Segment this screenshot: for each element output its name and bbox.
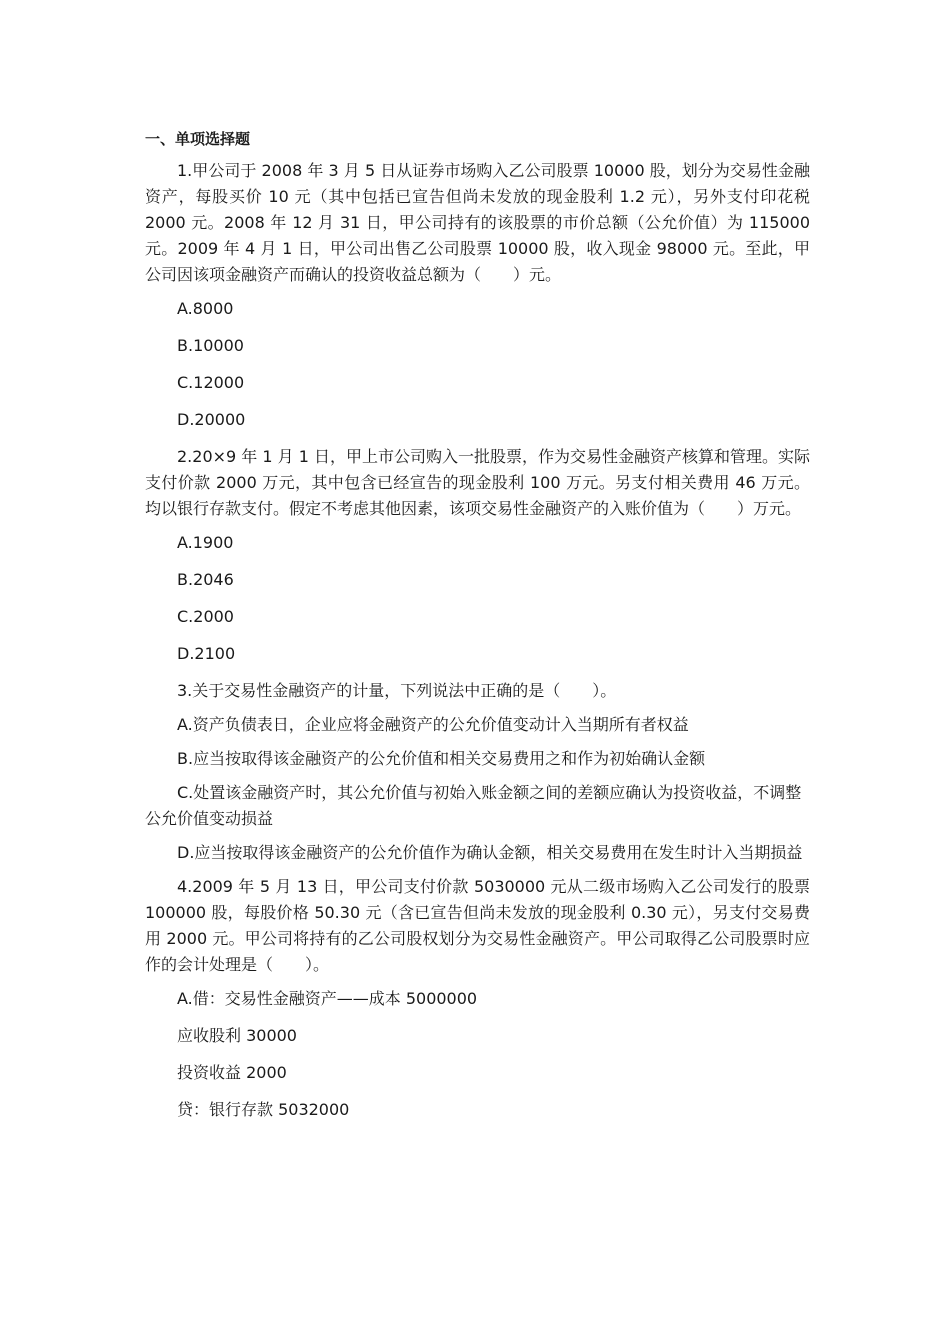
question-3-stem: 3.关于交易性金融资产的计量，下列说法中正确的是（ ）。 bbox=[177, 681, 617, 700]
question-2-stem: 2.20×9 年 1 月 1 日，甲上市公司购入一批股票，作为交易性金融资产核算和管理。实际支付价款 2000 万元，其中包含已经宣告的现金股利 100 万元。另支付相关费用 46 万元。均以银行存款支付。假定不考虑其他因素，该项交易性金融资产的入账价值为（ ）万元。 bbox=[145, 447, 811, 518]
question-2-option-c: C.2000 bbox=[177, 607, 234, 626]
question-2-option-a: A.1900 bbox=[177, 533, 234, 552]
question-3-option-c: C.处置该金融资产时，其公允价值与初始入账金额之间的差额应确认为投资收益，不调整公允价值变动损益 bbox=[145, 783, 802, 828]
question-1-option-c: C.12000 bbox=[177, 373, 245, 392]
question-4-option-a-line-2: 应收股利 30000 bbox=[177, 1026, 297, 1045]
document-page bbox=[145, 126, 810, 1134]
question-2-option-d: D.2100 bbox=[177, 644, 236, 663]
question-1-option-b: B.10000 bbox=[177, 336, 244, 355]
question-3-option-b: B.应当按取得该金融资产的公允价值和相关交易费用之和作为初始确认金额 bbox=[177, 749, 706, 768]
question-4-option-a-line-3: 投资收益 2000 bbox=[177, 1063, 287, 1082]
question-4-stem: 4.2009 年 5 月 13 日，甲公司支付价款 5030000 元从二级市场购入乙公司发行的股票 100000 股，每股价格 50.30 元（含已宣告但尚未发放的现金股利 0.30 元），另支付交易费用 2000 元。甲公司将持有的乙公司股权划分为交易性金融资产。甲公司取得乙公司股票时应作的会计处理是（ ）。 bbox=[145, 877, 810, 974]
question-1-option-d: D.20000 bbox=[177, 410, 246, 429]
question-1-stem: 1.甲公司于 2008 年 3 月 5 日从证券市场购入乙公司股票 10000 股，划分为交易性金融资产，每股买价 10 元（其中包括已宣告但尚未发放的现金股利 1.2 元），另外支付印花税 2000 元。2008 年 12 月 31 日，甲公司持有的该股票的市价总额（公允价值）为 115000 元。2009 年 4 月 1 日，甲公司出售乙公司股票 10000 股，收入现金 98000 元。至此，甲公司因该项金融资产而确认的投资收益总额为（ ）元。 bbox=[145, 161, 810, 284]
question-4-option-a-line-1: A.借：交易性金融资产——成本 5000000 bbox=[177, 989, 478, 1008]
question-3-option-a: A.资产负债表日，企业应将金融资产的公允价值变动计入当期所有者权益 bbox=[177, 715, 689, 734]
question-1-option-a: A.8000 bbox=[177, 299, 234, 318]
question-2-option-b: B.2046 bbox=[177, 570, 234, 589]
question-4-option-a-line-4: 贷：银行存款 5032000 bbox=[177, 1100, 350, 1119]
section-title: 一、单项选择题 bbox=[145, 130, 251, 148]
question-3-option-d: D.应当按取得该金融资产的公允价值作为确认金额，相关交易费用在发生时计入当期损益 bbox=[177, 843, 803, 862]
